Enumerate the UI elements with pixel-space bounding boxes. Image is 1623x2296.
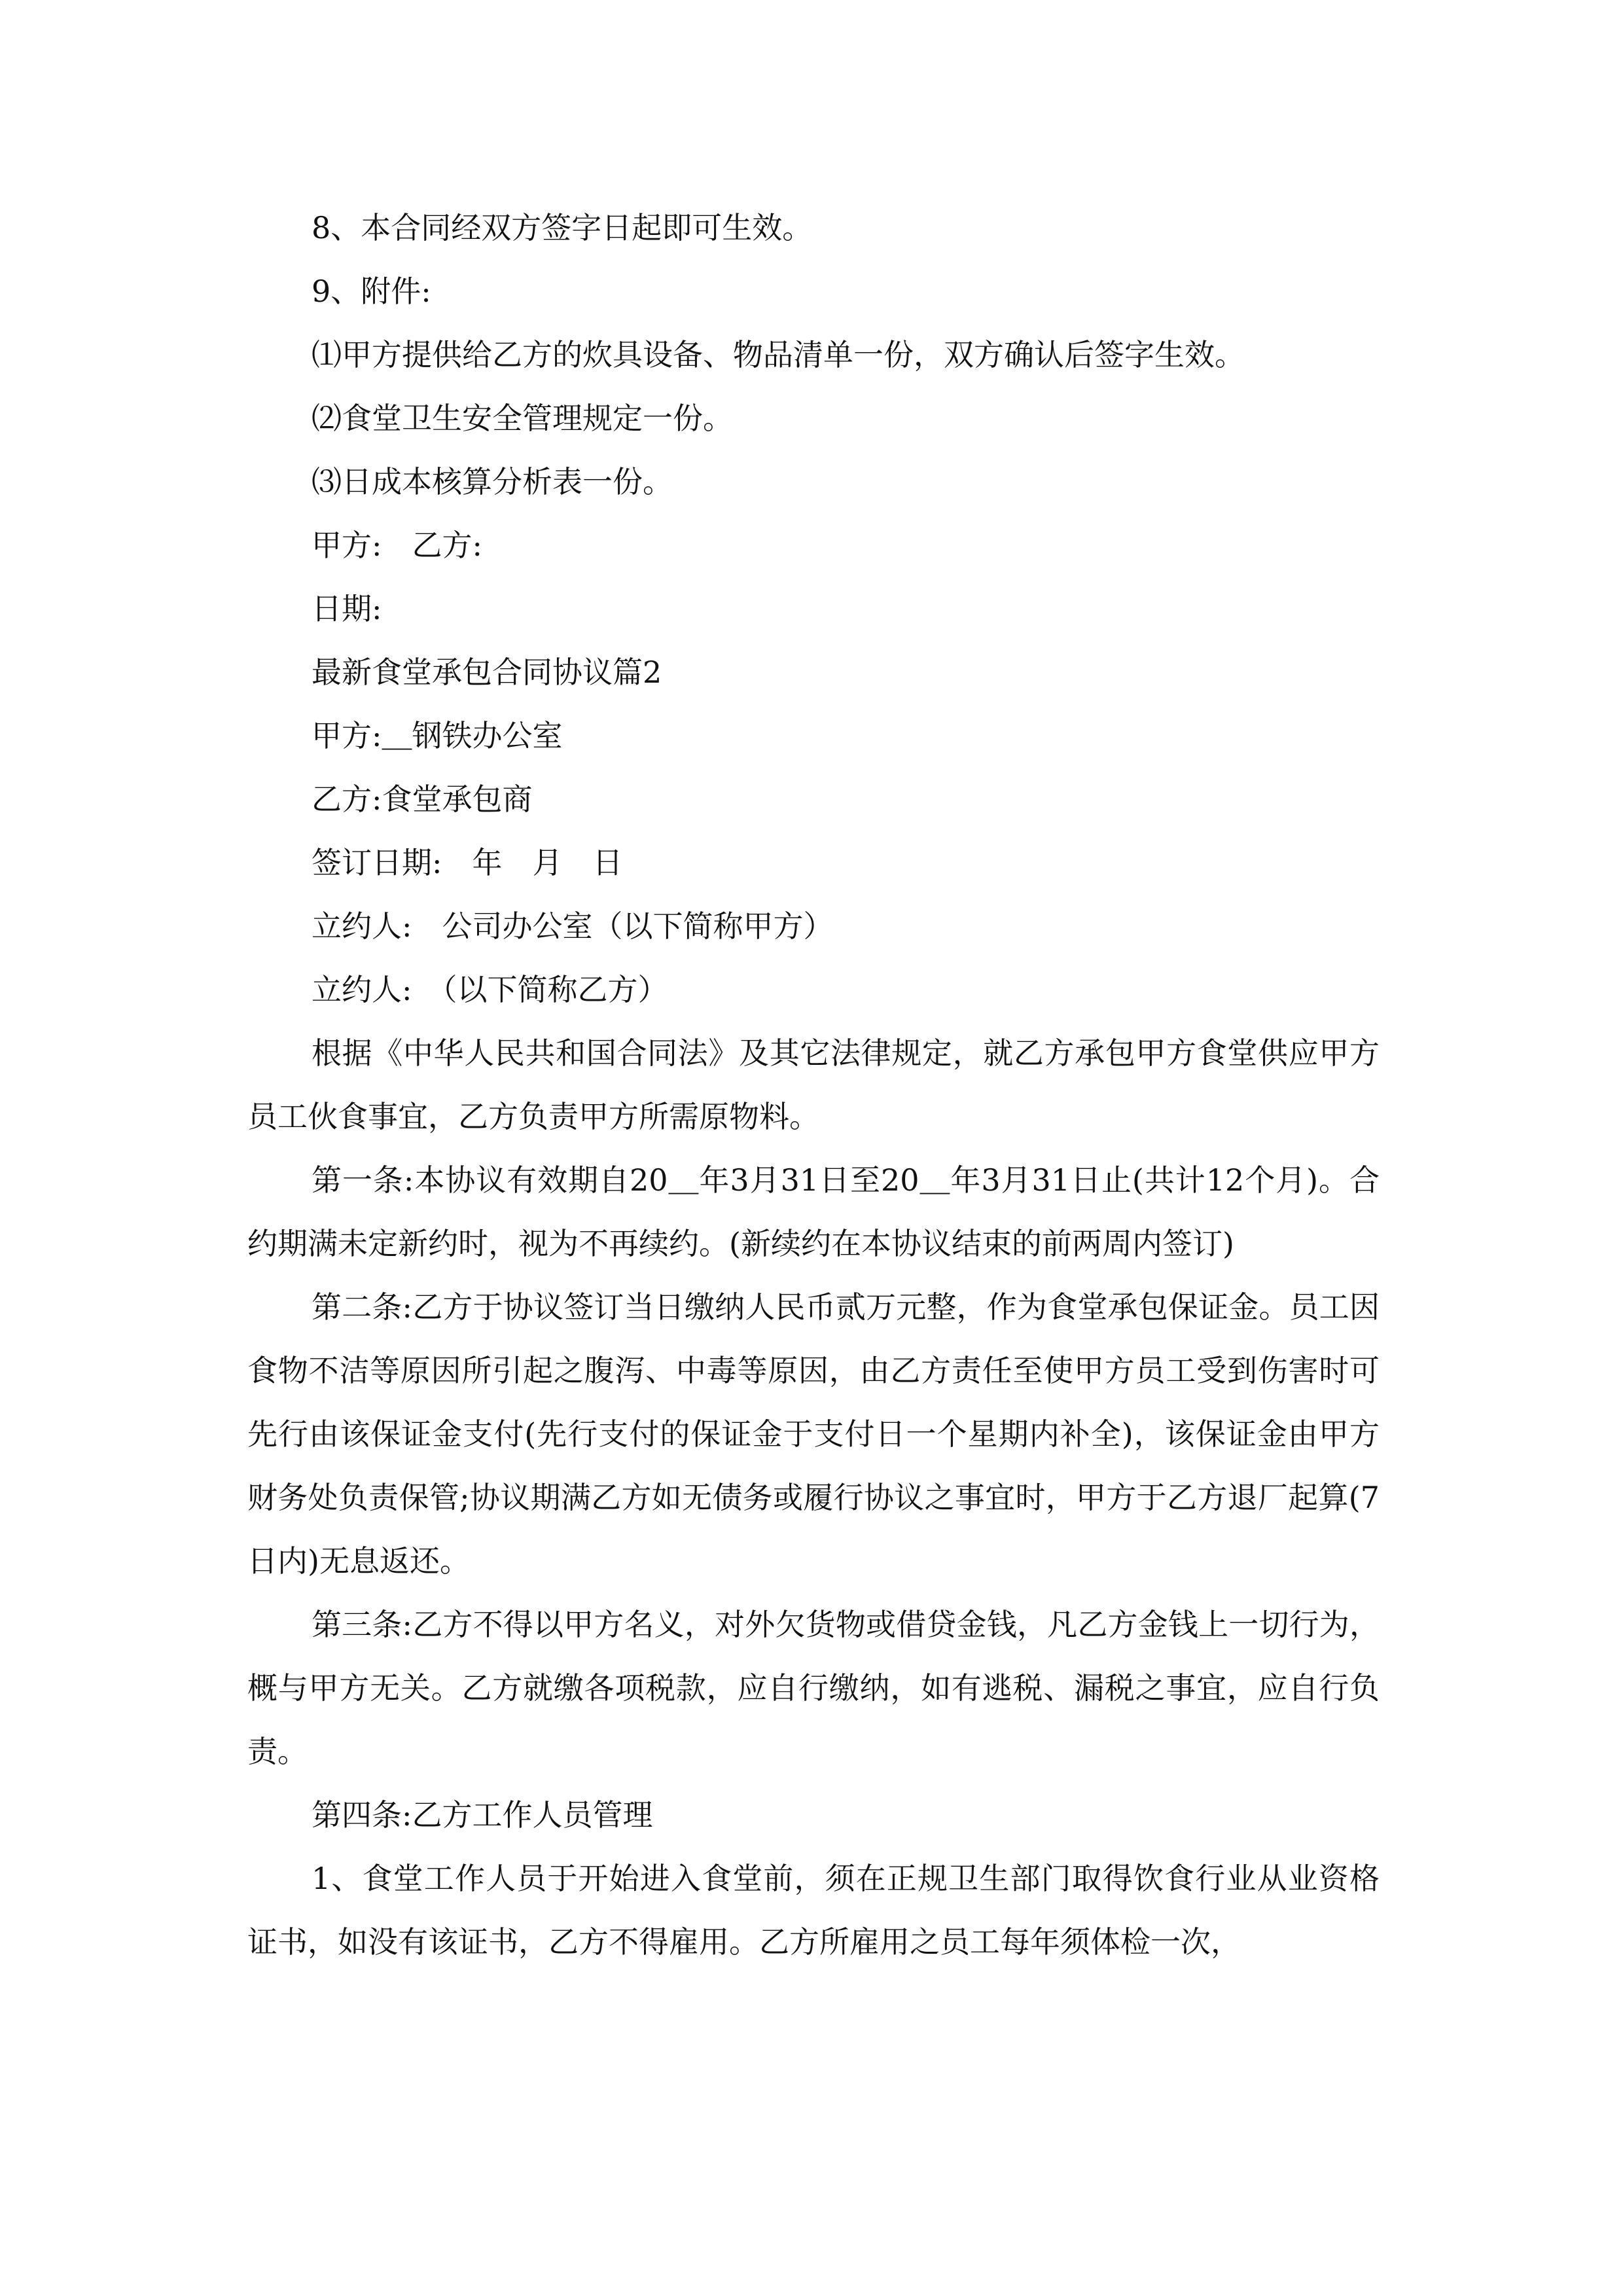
- attachment-1: ⑴甲方提供给乙方的炊具设备、物品清单一份，双方确认后签字生效。: [312, 337, 1245, 372]
- party-a: 甲方:＿钢铁办公室: [312, 718, 563, 753]
- article-3: 第三条:乙方不得以甲方名义，对外欠货物或借贷金钱，凡乙方金钱上一切行为，概与甲方无关。乙方就缴各项税款，应自行缴纳，如有逃税、漏税之事宜，应自行负责。: [247, 1607, 1380, 1769]
- contractor-b: 立约人: （以下简称乙方）: [312, 972, 668, 1007]
- attachment-3: ⑶日成本核算分析表一份。: [312, 464, 673, 499]
- article-4-item-1: 1、食堂工作人员于开始进入食堂前，须在正规卫生部门取得饮食行业从业资格证书，如没有该证书，乙方不得雇用。乙方所雇用之员工每年须体检一次，: [247, 1861, 1380, 1960]
- section-title: 最新食堂承包合同协议篇2: [312, 655, 662, 690]
- article-1: 第一条:本协议有效期自20＿年3月31日至20＿年3月31日止(共计12个月)。合约期满未定新约时，视为不再续约。(新续约在本协议结束的前两周内签订): [247, 1162, 1380, 1261]
- attachments-heading: 9、附件:: [312, 274, 431, 309]
- preamble: 根据《中华人民共和国合同法》及其它法律规定，就乙方承包甲方食堂供应甲方员工伙食事宜，乙方负责甲方所需原物料。: [247, 1035, 1380, 1134]
- signature-parties: 甲方: 乙方:: [312, 528, 482, 563]
- signing-date: 签订日期: 年 月 日: [312, 845, 623, 880]
- article-4-heading: 第四条:乙方工作人员管理: [312, 1797, 653, 1833]
- clause-8: 8、本合同经双方签字日起即可生效。: [312, 210, 813, 245]
- document-body: [247, 196, 1380, 1974]
- party-b: 乙方:食堂承包商: [312, 781, 533, 817]
- signature-date: 日期:: [312, 591, 382, 626]
- article-2: 第二条:乙方于协议签订当日缴纳人民币贰万元整，作为食堂承包保证金。员工因食物不洁等原因所引起之腹泻、中毒等原因，由乙方责任至使甲方员工受到伤害时可先行由该保证金支付(先行支付的保证金于支付日一个星期内补全)，该保证金由甲方财务处负责保管;协议期满乙方如无债务或履行协议之事宜时，甲方于乙方退厂起算(7日内)无息返还。: [247, 1289, 1380, 1579]
- attachment-2: ⑵食堂卫生安全管理规定一份。: [312, 401, 733, 436]
- contractor-a: 立约人: 公司办公室（以下简称甲方）: [312, 908, 834, 944]
